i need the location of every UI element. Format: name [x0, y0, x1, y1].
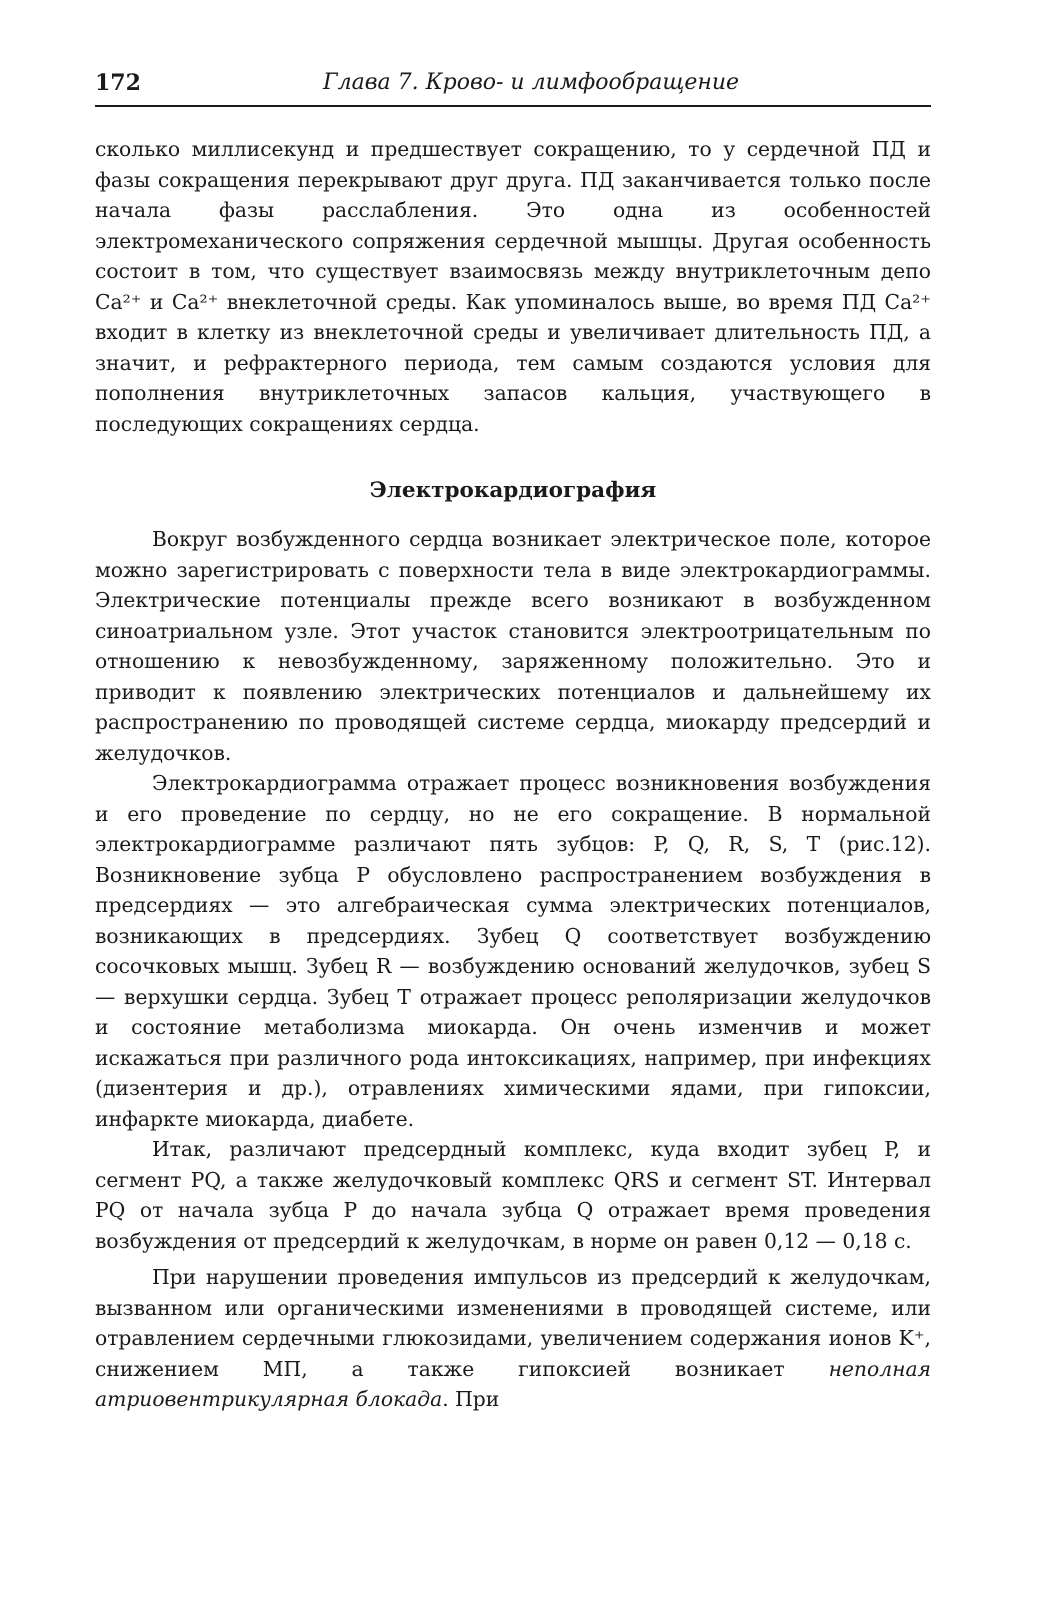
- running-head: [95, 70, 931, 106]
- chapter-title: Глава 7. Крово- и лимфообращение: [323, 70, 740, 95]
- emphasized-term: неполная атриовентрикулярная блокада: [95, 1356, 931, 1411]
- paragraph-block-end: . При: [442, 1387, 500, 1411]
- section-heading: Электрокардиография: [369, 478, 657, 503]
- paragraph-ecg-intro: Вокруг возбужденного сердца возникает электрическое поле, которое можно зарегистрировать с поверхности тела в виде электрокардиограммы. Электрические потенциалы прежде всего возникают в возбужденном синоатриальном узле. Этот участок становится электроотрицательным по отношению к невозбужденному, заряженному положительно. Это и приводит к появлению электрических потенциалов и дальнейшему их распространению по проводящей системе сердца, миокарду предсердий и желудочков.: [95, 527, 931, 765]
- paragraph-ecg-waves: Электрокардиограмма отражает процесс возникновения возбуждения и его проведение по сердцу, но не его сокращение. В нормальной электрокардиограмме различают пять зубцов: P, Q, R, S, T (рис.12). Возникновение зубца P обусловлено распространением возбуждения в предсердиях — это алгебраическая сумма электрических потенциалов, возникающих в предсердиях. Зубец Q соответствует возбуждению сосочковых мышц. Зубец R — возбуждению оснований желудочков, зубец S — верхушки сердца. Зубец T отражает процесс реполяризации желудочков и состояние метаболизма миокарда. Он очень изменчив и может искажаться при различного рода интоксикациях, например, при инфекциях (дизентерия и др.), отравлениях химическими ядами, при гипоксии, инфаркте миокарда, диабете.: [95, 771, 931, 1131]
- paragraph-continuation: сколько миллисекунд и предшествует сокращению, то у сердечной ПД и фазы сокращения перекрывают друг друга. ПД заканчивается только после начала фазы расслабления. Это одна из особенностей электромеханического сопряжения сердечной мышцы. Другая особенность состоит в том, что существует взаимосвязь между внутриклеточным депо Ca²⁺ и Ca²⁺ внеклеточной среды. Как упоминалось выше, во время ПД Ca²⁺ входит в клетку из внеклеточной среды и увеличивает длительность ПД, а значит, и рефрактерного периода, тем самым создаются условия для пополнения внутриклеточных запасов кальция, участвующего в последующих сокращениях сердца.: [95, 137, 931, 436]
- paragraph-block-text: При нарушении проведения импульсов из предсердий к желудочкам, вызванном или органическими изменениями в проводящей системе, или отравлением сердечными глюкозидами, увеличением содержания ионов K⁺, снижением МП, а также гипоксией возникает: [95, 1265, 931, 1381]
- paragraph-complexes: Итак, различают предсердный комплекс, куда входит зубец P, и сегмент PQ, а также желудочковый комплекс QRS и сегмент ST. Интервал PQ от начала зубца P до начала зубца Q отражает время проведения возбуждения от предсердий к желудочкам, в норме он равен 0,12 — 0,18 с.: [95, 1137, 931, 1253]
- body-text: [95, 134, 931, 1415]
- header-rule: [95, 105, 931, 107]
- paragraph-block: [95, 1262, 931, 1415]
- page-number: 172: [95, 70, 141, 96]
